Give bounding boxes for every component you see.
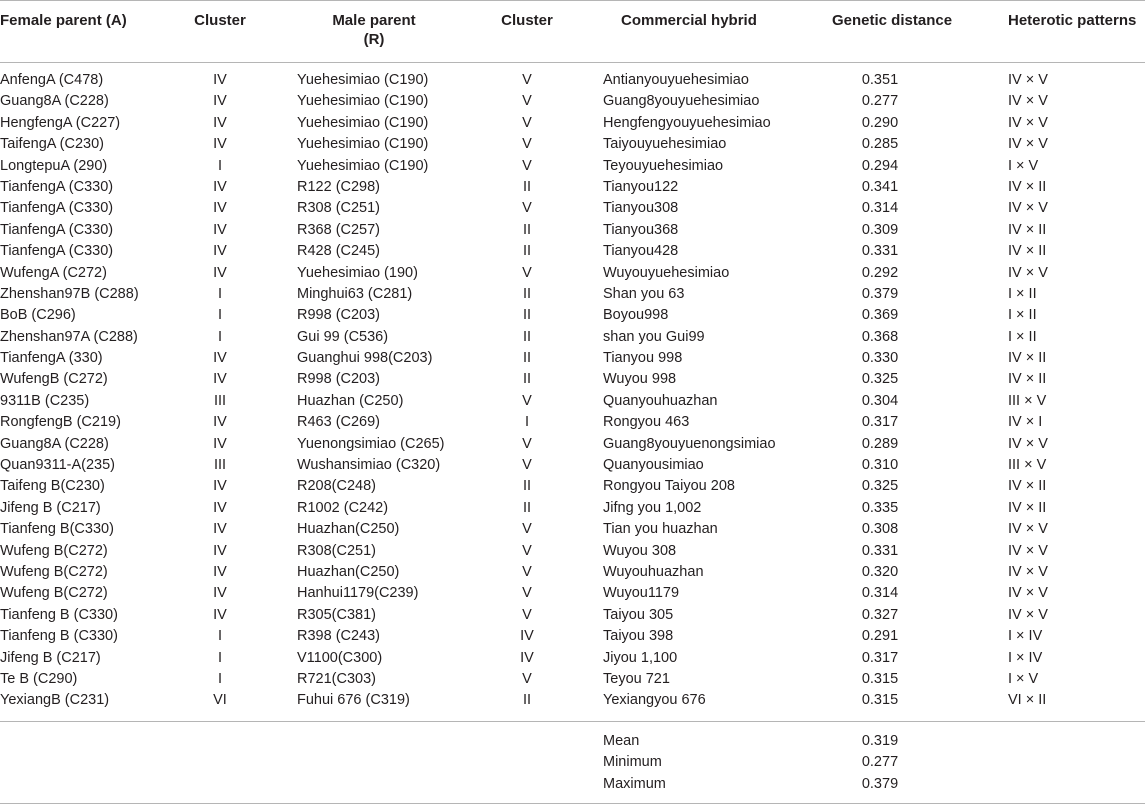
cluster-r-cell: V bbox=[522, 670, 532, 687]
genetic-distance-cell: 0.292 bbox=[861, 264, 899, 281]
commercial-hybrid-cell: Jifng you 1,002 bbox=[603, 499, 702, 516]
female-parent-cell: Guang8A (C228) bbox=[0, 435, 109, 452]
commercial-hybrid-cell: Teyou 721 bbox=[603, 670, 670, 687]
commercial-hybrid-cell: Wuyouhuazhan bbox=[603, 563, 704, 580]
cluster-r-cell: V bbox=[522, 114, 532, 131]
cluster-r-cell: V bbox=[522, 136, 532, 153]
cluster-r-cell: II bbox=[522, 371, 532, 388]
male-parent-cell: Hanhui1179(C239) bbox=[297, 585, 419, 602]
cluster-a-cell: IV bbox=[213, 350, 227, 367]
genetic-distance-cell: 0.325 bbox=[861, 371, 899, 388]
header-male-parent bbox=[294, 11, 454, 49]
cluster-r-cell: V bbox=[522, 264, 532, 281]
cluster-a-cell: IV bbox=[213, 478, 227, 495]
female-parent-cell: TianfengA (C330) bbox=[0, 243, 114, 260]
cluster-a-cell: IV bbox=[213, 606, 227, 623]
female-parent-cell: TianfengA (330) bbox=[0, 350, 103, 367]
female-parent-cell: TianfengA (C330) bbox=[0, 221, 114, 238]
commercial-hybrid-cell: Wuyouyuehesimiao bbox=[603, 264, 730, 281]
male-parent-cell: Yuehesimiao (C190) bbox=[297, 136, 429, 153]
male-parent-cell: R721(C303) bbox=[297, 670, 376, 687]
cluster-r-cell: V bbox=[522, 93, 532, 110]
heterotic-pattern-cell: I × II bbox=[1008, 307, 1037, 324]
cluster-r-cell: IV bbox=[520, 628, 534, 645]
commercial-hybrid-cell: Antianyouyuehesimiao bbox=[603, 72, 749, 88]
cluster-a-cell: I bbox=[217, 285, 223, 302]
male-parent-cell: Yuehesimiao (C190) bbox=[297, 72, 429, 88]
male-parent-cell: Huazhan (C250) bbox=[297, 392, 404, 409]
heterotic-pattern-cell: IV × V bbox=[1008, 114, 1048, 131]
male-parent-cell: R308(C251) bbox=[297, 542, 376, 559]
header-female-parent: Female parent (A) bbox=[0, 12, 127, 29]
header-cluster-r: Cluster bbox=[501, 12, 553, 29]
genetic-distance-cell: 0.330 bbox=[861, 350, 899, 367]
cluster-r-cell: IV bbox=[520, 649, 534, 666]
male-parent-cell: R463 (C269) bbox=[297, 414, 381, 431]
header-heterotic-patterns: Heterotic patterns bbox=[1008, 12, 1137, 29]
genetic-distance-cell: 0.294 bbox=[861, 157, 899, 174]
genetic-distance-cell: 0.314 bbox=[861, 200, 899, 217]
cluster-r-cell: V bbox=[522, 585, 532, 602]
commercial-hybrid-cell: Tianyou 998 bbox=[603, 350, 683, 367]
commercial-hybrid-cell: Guang8youyuehesimiao bbox=[603, 93, 760, 110]
male-parent-cell: Yuenongsimiao (C265) bbox=[297, 435, 445, 452]
cluster-r-cell: V bbox=[522, 563, 532, 580]
summary-rule bbox=[0, 721, 1145, 722]
heterotic-pattern-cell: IV × V bbox=[1008, 264, 1048, 281]
male-parent-cell: Huazhan(C250) bbox=[297, 563, 400, 580]
cluster-a-cell: III bbox=[213, 457, 227, 474]
female-parent-cell: LongtepuA (290) bbox=[0, 157, 108, 174]
genetic-distance-cell: 0.351 bbox=[861, 72, 899, 88]
male-parent-cell: R428 (C245) bbox=[297, 243, 381, 260]
heterotic-pattern-cell: I × V bbox=[1008, 670, 1039, 687]
genetic-distance-cell: 0.369 bbox=[861, 307, 899, 324]
cluster-a-cell: IV bbox=[213, 221, 227, 238]
commercial-hybrid-cell: Wuyou 308 bbox=[603, 542, 677, 559]
commercial-hybrid-cell: Rongyou 463 bbox=[603, 414, 690, 431]
genetic-distance-cell: 0.368 bbox=[861, 328, 899, 345]
commercial-hybrid-cell: Boyou998 bbox=[603, 307, 669, 324]
commercial-hybrid-cell: Rongyou Taiyou 208 bbox=[603, 478, 735, 495]
cluster-a-cell: IV bbox=[213, 136, 227, 153]
commercial-hybrid-cell: Tian you huazhan bbox=[603, 521, 718, 538]
heterotic-pattern-cell: VI × II bbox=[1008, 692, 1047, 709]
commercial-hybrid-cell: Taiyou 305 bbox=[603, 606, 674, 623]
genetic-distance-cell: 0.315 bbox=[861, 670, 899, 687]
heterotic-pattern-cell: IV × II bbox=[1008, 350, 1047, 367]
male-parent-cell: Fuhui 676 (C319) bbox=[297, 692, 410, 709]
top-rule bbox=[0, 0, 1145, 1]
female-parent-cell: WufengA (C272) bbox=[0, 264, 107, 281]
female-parent-cell: TaifengA (C230) bbox=[0, 136, 104, 153]
female-parent-cell: Tianfeng B (C330) bbox=[0, 628, 118, 645]
female-parent-cell: Jifeng B (C217) bbox=[0, 499, 101, 516]
cluster-a-cell: IV bbox=[213, 243, 227, 260]
cluster-a-cell: IV bbox=[213, 521, 227, 538]
cluster-r-cell: V bbox=[522, 606, 532, 623]
cluster-r-cell: V bbox=[522, 392, 532, 409]
commercial-hybrid-cell: Yexiangyou 676 bbox=[603, 692, 706, 709]
female-parent-cell: RongfengB (C219) bbox=[0, 414, 121, 431]
male-parent-cell: Huazhan(C250) bbox=[297, 521, 400, 538]
female-parent-cell: Tianfeng B (C330) bbox=[0, 606, 118, 623]
genetic-distance-cell: 0.290 bbox=[861, 114, 899, 131]
cluster-a-cell: I bbox=[217, 328, 223, 345]
female-parent-cell: YexiangB (C231) bbox=[0, 692, 110, 709]
genetic-distance-cell: 0.314 bbox=[861, 585, 899, 602]
male-parent-cell: R998 (C203) bbox=[297, 371, 381, 388]
female-parent-cell: Jifeng B (C217) bbox=[0, 649, 101, 666]
heterotic-pattern-cell: IV × II bbox=[1008, 499, 1047, 516]
genetic-distance-cell: 0.317 bbox=[861, 649, 899, 666]
cluster-r-cell: V bbox=[522, 542, 532, 559]
heterotic-pattern-cell: IV × II bbox=[1008, 478, 1047, 495]
header-male-parent-line2: (R) bbox=[363, 31, 385, 48]
summary-label: Minimum bbox=[603, 754, 662, 771]
cluster-a-cell: IV bbox=[213, 200, 227, 217]
male-parent-cell: R308 (C251) bbox=[297, 200, 381, 217]
cluster-a-cell: I bbox=[217, 649, 223, 666]
summary-label: Maximum bbox=[603, 775, 666, 792]
heterotic-pattern-cell: IV × V bbox=[1008, 93, 1048, 110]
genetic-distance-cell: 0.379 bbox=[861, 285, 899, 302]
female-parent-cell: TianfengA (C330) bbox=[0, 178, 114, 195]
commercial-hybrid-cell: Jiyou 1,100 bbox=[603, 649, 678, 666]
commercial-hybrid-cell: Guang8youyuenongsimiao bbox=[603, 435, 776, 452]
cluster-r-cell: V bbox=[522, 200, 532, 217]
commercial-hybrid-cell: Teyouyuehesimiao bbox=[603, 157, 724, 174]
genetic-distance-cell: 0.308 bbox=[861, 521, 899, 538]
heterotic-pattern-cell: IV × II bbox=[1008, 221, 1047, 238]
male-parent-cell: R305(C381) bbox=[297, 606, 376, 623]
cluster-a-cell: VI bbox=[213, 692, 227, 709]
genetic-distance-cell: 0.327 bbox=[861, 606, 899, 623]
summary-label: Mean bbox=[603, 733, 640, 749]
cluster-r-cell: V bbox=[522, 72, 532, 88]
cluster-r-cell: II bbox=[522, 285, 532, 302]
heterotic-pattern-cell: IV × V bbox=[1008, 521, 1048, 538]
summary-value: 0.277 bbox=[861, 754, 899, 771]
cluster-a-cell: IV bbox=[213, 499, 227, 516]
female-parent-cell: Zhenshan97B (C288) bbox=[0, 285, 139, 302]
male-parent-cell: R368 (C257) bbox=[297, 221, 381, 238]
commercial-hybrid-cell: Wuyou1179 bbox=[603, 585, 680, 602]
cluster-r-cell: V bbox=[522, 157, 532, 174]
female-parent-cell: Te B (C290) bbox=[0, 670, 78, 687]
summary-value: 0.319 bbox=[861, 733, 899, 749]
male-parent-cell: Guanghui 998(C203) bbox=[297, 350, 433, 367]
genetic-distance-cell: 0.285 bbox=[861, 136, 899, 153]
heterotic-pattern-cell: IV × II bbox=[1008, 178, 1047, 195]
cluster-a-cell: I bbox=[217, 307, 223, 324]
heterotic-pattern-cell: IV × V bbox=[1008, 563, 1048, 580]
cluster-r-cell: II bbox=[522, 350, 532, 367]
heterotic-pattern-cell: IV × II bbox=[1008, 243, 1047, 260]
female-parent-cell: HengfengA (C227) bbox=[0, 114, 121, 131]
cluster-r-cell: II bbox=[522, 478, 532, 495]
male-parent-cell: R122 (C298) bbox=[297, 178, 381, 195]
female-parent-cell: AnfengA (C478) bbox=[0, 72, 104, 88]
cluster-a-cell: I bbox=[217, 157, 223, 174]
genetic-distance-cell: 0.310 bbox=[861, 457, 899, 474]
cluster-r-cell: V bbox=[522, 435, 532, 452]
heterotic-pattern-cell: IV × V bbox=[1008, 585, 1048, 602]
heterotic-pattern-cell: I × V bbox=[1008, 157, 1039, 174]
cluster-a-cell: IV bbox=[213, 371, 227, 388]
male-parent-cell: V1100(C300) bbox=[297, 649, 383, 666]
cluster-r-cell: II bbox=[522, 243, 532, 260]
cluster-a-cell: IV bbox=[213, 542, 227, 559]
female-parent-cell: BoB (C296) bbox=[0, 307, 76, 324]
heterotic-pattern-cell: IV × II bbox=[1008, 371, 1047, 388]
female-parent-cell: Guang8A (C228) bbox=[0, 93, 109, 110]
cluster-r-cell: I bbox=[524, 414, 530, 431]
heterotic-pattern-cell: I × IV bbox=[1008, 649, 1043, 666]
cluster-a-cell: IV bbox=[213, 435, 227, 452]
cluster-r-cell: II bbox=[522, 178, 532, 195]
header-male-parent-line1: Male parent bbox=[332, 12, 416, 29]
commercial-hybrid-cell: Shan you 63 bbox=[603, 285, 685, 302]
male-parent-cell: R998 (C203) bbox=[297, 307, 381, 324]
female-parent-cell: Tianfeng B(C330) bbox=[0, 521, 114, 538]
heterotic-pattern-cell: IV × V bbox=[1008, 72, 1048, 88]
cluster-r-cell: II bbox=[522, 307, 532, 324]
cluster-a-cell: I bbox=[217, 628, 223, 645]
cluster-a-cell: IV bbox=[213, 72, 227, 88]
heterotic-pattern-cell: III × V bbox=[1008, 457, 1047, 474]
cluster-a-cell: IV bbox=[213, 585, 227, 602]
cluster-a-cell: III bbox=[213, 392, 227, 409]
female-parent-cell: TianfengA (C330) bbox=[0, 200, 114, 217]
genetic-distance-cell: 0.309 bbox=[861, 221, 899, 238]
cluster-a-cell: IV bbox=[213, 264, 227, 281]
commercial-hybrid-cell: shan you Gui99 bbox=[603, 328, 705, 345]
commercial-hybrid-cell: Hengfengyouyuehesimiao bbox=[603, 114, 771, 131]
cluster-r-cell: II bbox=[522, 499, 532, 516]
male-parent-cell: R1002 (C242) bbox=[297, 499, 389, 516]
heterotic-pattern-cell: IV × V bbox=[1008, 200, 1048, 217]
commercial-hybrid-cell: Taiyouyuehesimiao bbox=[603, 136, 727, 153]
commercial-hybrid-cell: Quanyouhuazhan bbox=[603, 392, 718, 409]
cluster-a-cell: IV bbox=[213, 93, 227, 110]
commercial-hybrid-cell: Quanyousimiao bbox=[603, 457, 704, 474]
cluster-r-cell: V bbox=[522, 521, 532, 538]
bottom-rule bbox=[0, 803, 1145, 804]
cluster-a-cell: I bbox=[217, 670, 223, 687]
cluster-a-cell: IV bbox=[213, 114, 227, 131]
male-parent-cell: R208(C248) bbox=[297, 478, 376, 495]
heterotic-pattern-cell: I × IV bbox=[1008, 628, 1043, 645]
header-cluster-a: Cluster bbox=[194, 12, 246, 29]
male-parent-cell: Yuehesimiao (C190) bbox=[297, 157, 429, 174]
genetic-distance-cell: 0.325 bbox=[861, 478, 899, 495]
male-parent-cell: Minghui63 (C281) bbox=[297, 285, 413, 302]
heterotic-pattern-cell: IV × V bbox=[1008, 435, 1048, 452]
genetic-distance-cell: 0.315 bbox=[861, 692, 899, 709]
genetic-distance-cell: 0.277 bbox=[861, 93, 899, 110]
header-genetic-distance: Genetic distance bbox=[832, 12, 953, 29]
commercial-hybrid-cell: Tianyou308 bbox=[603, 200, 679, 217]
commercial-hybrid-cell: Tianyou122 bbox=[603, 178, 679, 195]
cluster-r-cell: II bbox=[522, 221, 532, 238]
female-parent-cell: Zhenshan97A (C288) bbox=[0, 328, 138, 345]
female-parent-cell: 9311B (C235) bbox=[0, 392, 90, 409]
commercial-hybrid-cell: Wuyou 998 bbox=[603, 371, 677, 388]
commercial-hybrid-cell: Tianyou368 bbox=[603, 221, 679, 238]
genetic-distance-cell: 0.291 bbox=[861, 628, 899, 645]
cluster-r-cell: II bbox=[522, 692, 532, 709]
male-parent-cell: Wushansimiao (C320) bbox=[297, 457, 441, 474]
female-parent-cell: Wufeng B(C272) bbox=[0, 563, 108, 580]
genetic-distance-cell: 0.320 bbox=[861, 563, 899, 580]
summary-value: 0.379 bbox=[861, 775, 899, 792]
commercial-hybrid-cell: Taiyou 398 bbox=[603, 628, 674, 645]
header-rule bbox=[0, 62, 1145, 63]
male-parent-cell: Yuehesimiao (C190) bbox=[297, 114, 429, 131]
cluster-a-cell: IV bbox=[213, 563, 227, 580]
heterotic-pattern-cell: IV × V bbox=[1008, 606, 1048, 623]
heterotic-pattern-cell: IV × I bbox=[1008, 414, 1043, 431]
heterotic-pattern-cell: I × II bbox=[1008, 285, 1037, 302]
female-parent-cell: Quan9311-A(235) bbox=[0, 457, 116, 474]
genetic-distance-cell: 0.331 bbox=[861, 542, 899, 559]
heterotic-pattern-cell: IV × V bbox=[1008, 136, 1048, 153]
genetic-distance-cell: 0.304 bbox=[861, 392, 899, 409]
heterotic-pattern-cell: I × II bbox=[1008, 328, 1037, 345]
male-parent-cell: R398 (C243) bbox=[297, 628, 381, 645]
cluster-r-cell: II bbox=[522, 328, 532, 345]
female-parent-cell: WufengB (C272) bbox=[0, 371, 108, 388]
genetic-distance-cell: 0.289 bbox=[861, 435, 899, 452]
heterotic-pattern-cell: III × V bbox=[1008, 392, 1047, 409]
genetic-distance-cell: 0.341 bbox=[861, 178, 899, 195]
male-parent-cell: Yuehesimiao (C190) bbox=[297, 93, 429, 110]
female-parent-cell: Wufeng B(C272) bbox=[0, 585, 108, 602]
commercial-hybrid-cell: Tianyou428 bbox=[603, 243, 679, 260]
heterotic-pattern-cell: IV × V bbox=[1008, 542, 1048, 559]
genetic-distance-cell: 0.335 bbox=[861, 499, 899, 516]
genetic-distance-cell: 0.331 bbox=[861, 243, 899, 260]
female-parent-cell: Taifeng B(C230) bbox=[0, 478, 105, 495]
cluster-a-cell: IV bbox=[213, 414, 227, 431]
cluster-a-cell: IV bbox=[213, 178, 227, 195]
cluster-r-cell: V bbox=[522, 457, 532, 474]
genetic-distance-cell: 0.317 bbox=[861, 414, 899, 431]
male-parent-cell: Yuehesimiao (190) bbox=[297, 264, 418, 281]
male-parent-cell: Gui 99 (C536) bbox=[297, 328, 389, 345]
female-parent-cell: Wufeng B(C272) bbox=[0, 542, 108, 559]
header-commercial-hybrid: Commercial hybrid bbox=[621, 12, 757, 29]
